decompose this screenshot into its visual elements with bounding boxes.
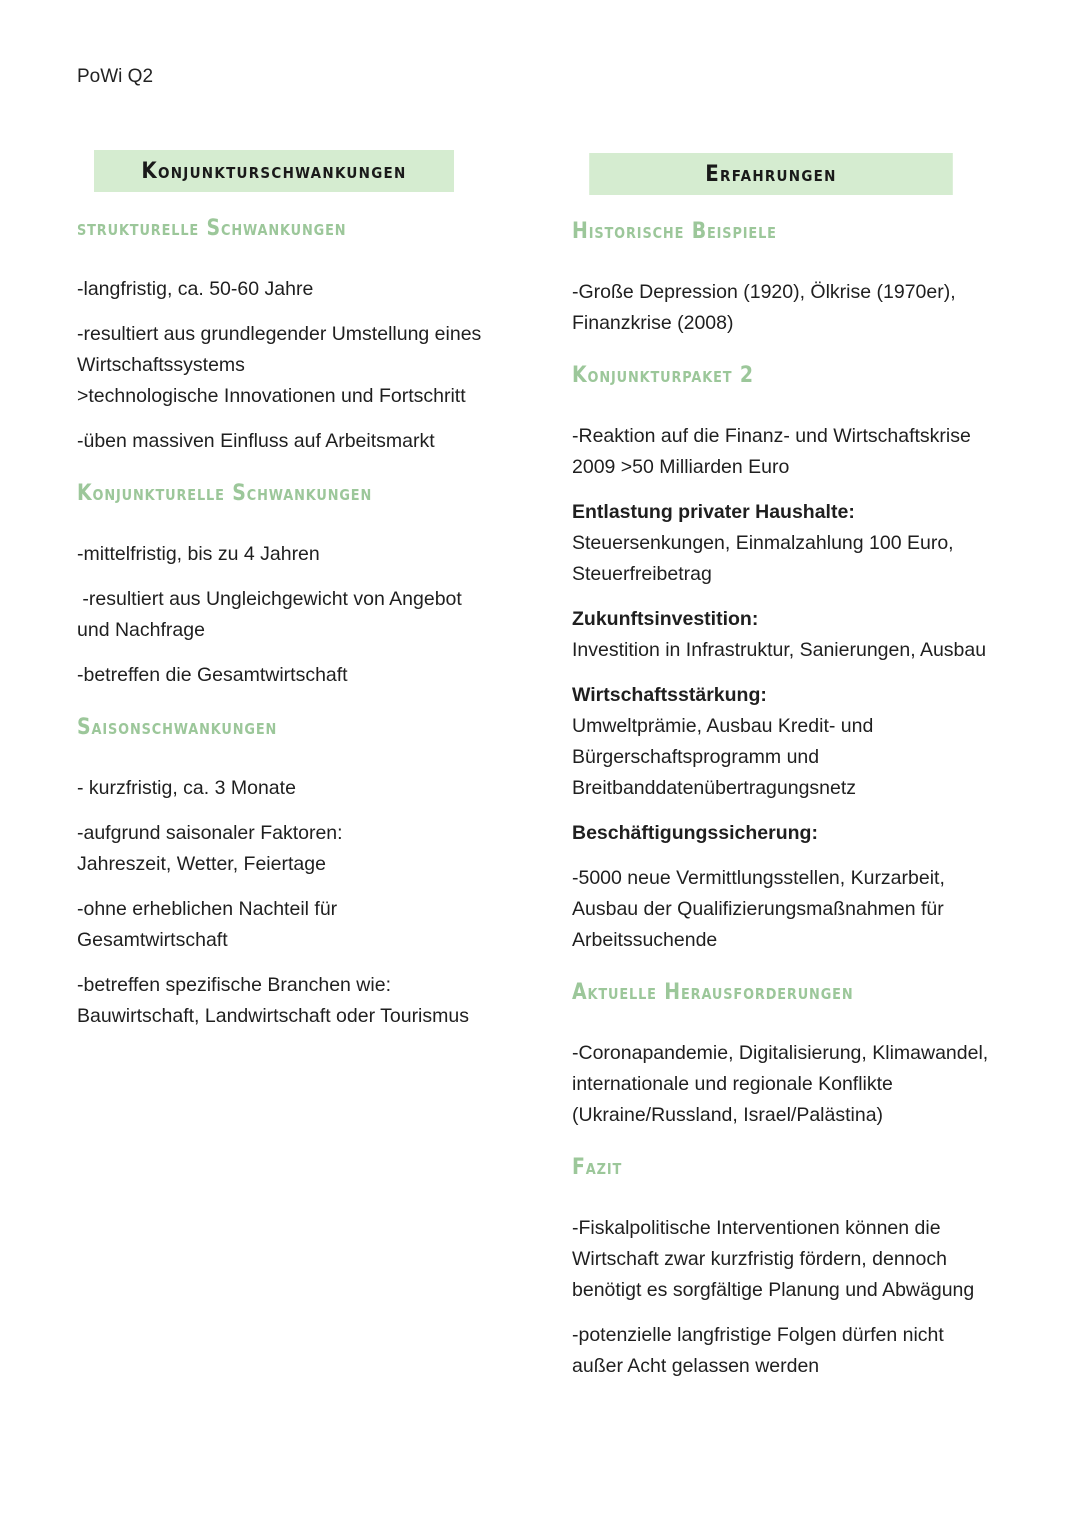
heading-historische: Historische Beispiele bbox=[572, 219, 777, 244]
item-technologische: >technologische Innovationen und Fortschritt bbox=[77, 385, 466, 407]
heading-konjunkturelle: Konjunkturelle Schwankungen bbox=[77, 481, 373, 506]
item-resultiert-umstellung: -resultiert aus grundlegender Umstellung eines Wirtschaftssystems bbox=[77, 323, 482, 376]
heading-fazit: Fazit bbox=[572, 1155, 623, 1180]
item-bauwirtschaft: Bauwirtschaft, Landwirtschaft oder Tourismus bbox=[77, 1005, 469, 1027]
label-entlastung: Entlastung privater Haushalte: bbox=[572, 501, 855, 523]
item-mittelfristig: -mittelfristig, bis zu 4 Jahren bbox=[77, 543, 320, 565]
item-kurzfristig: - kurzfristig, ca. 3 Monate bbox=[77, 777, 296, 799]
heading-konjunkturpaket: Konjunkturpaket 2 bbox=[572, 363, 754, 388]
label-staerkung: Wirtschaftsstärkung: bbox=[572, 684, 767, 706]
text-sicherung: -5000 neue Vermittlungsstellen, Kurzarbeit, Ausbau der Qualifizierungsmaßnahmen für Arbeitssuchende bbox=[572, 867, 945, 951]
text-staerkung: Umweltprämie, Ausbau Kredit- und Bürgerschaftsprogramm und Breitbanddatenübertragungsnetz bbox=[572, 715, 874, 799]
text-paket-intro: -Reaktion auf die Finanz- und Wirtschaftskrise 2009 >50 Milliarden Euro bbox=[572, 425, 971, 478]
text-entlastung: Steuersenkungen, Einmalzahlung 100 Euro, Steuerfreibetrag bbox=[572, 532, 954, 585]
left-banner: Konjunkturschwankungen bbox=[94, 150, 454, 192]
text-fazit-2: -potenzielle langfristige Folgen dürfen nicht außer Acht gelassen werden bbox=[572, 1324, 944, 1377]
item-saisonale-faktoren: -aufgrund saisonaler Faktoren: bbox=[77, 822, 343, 844]
item-langfristig: -langfristig, ca. 50-60 Jahre bbox=[77, 278, 314, 300]
page-label: PoWi Q2 bbox=[77, 66, 154, 87]
item-jahreszeit: Jahreszeit, Wetter, Feiertage bbox=[77, 853, 326, 875]
heading-aktuell: Aktuelle Herausforderungen bbox=[572, 980, 854, 1005]
text-historische: -Große Depression (1920), Ölkrise (1970er), Finanzkrise (2008) bbox=[572, 281, 956, 334]
heading-saison: Saisonschwankungen bbox=[77, 715, 278, 740]
item-ohne-nachteil: -ohne erheblichen Nachteil für Gesamtwirtschaft bbox=[77, 898, 338, 951]
text-aktuell: -Coronapandemie, Digitalisierung, Klimawandel, internationale und regionale Konflikte (Ukraine/Russland, Israel/Palästina) bbox=[572, 1042, 989, 1126]
right-banner: Erfahrungen bbox=[589, 153, 953, 195]
item-arbeitsmarkt: -üben massiven Einfluss auf Arbeitsmarkt bbox=[77, 430, 435, 452]
heading-strukturelle: strukturelle Schwankungen bbox=[77, 216, 347, 241]
text-zukunft: Investition in Infrastruktur, Sanierungen, Ausbau bbox=[572, 639, 987, 661]
item-ungleichgewicht: -resultiert aus Ungleichgewicht von Angebot und Nachfrage bbox=[77, 588, 468, 641]
label-zukunft: Zukunftsinvestition: bbox=[572, 608, 759, 630]
item-gesamtwirtschaft: -betreffen die Gesamtwirtschaft bbox=[77, 664, 348, 686]
item-branchen: -betreffen spezifische Branchen wie: bbox=[77, 974, 391, 996]
right-column bbox=[572, 153, 1012, 1382]
text-fazit-1: -Fiskalpolitische Interventionen können die Wirtschaft zwar kurzfristig fördern, dennoch benötigt es sorgfältige Planung und Abwägung bbox=[572, 1217, 975, 1301]
left-column bbox=[77, 150, 517, 1032]
label-sicherung: Beschäftigungssicherung: bbox=[572, 822, 818, 844]
